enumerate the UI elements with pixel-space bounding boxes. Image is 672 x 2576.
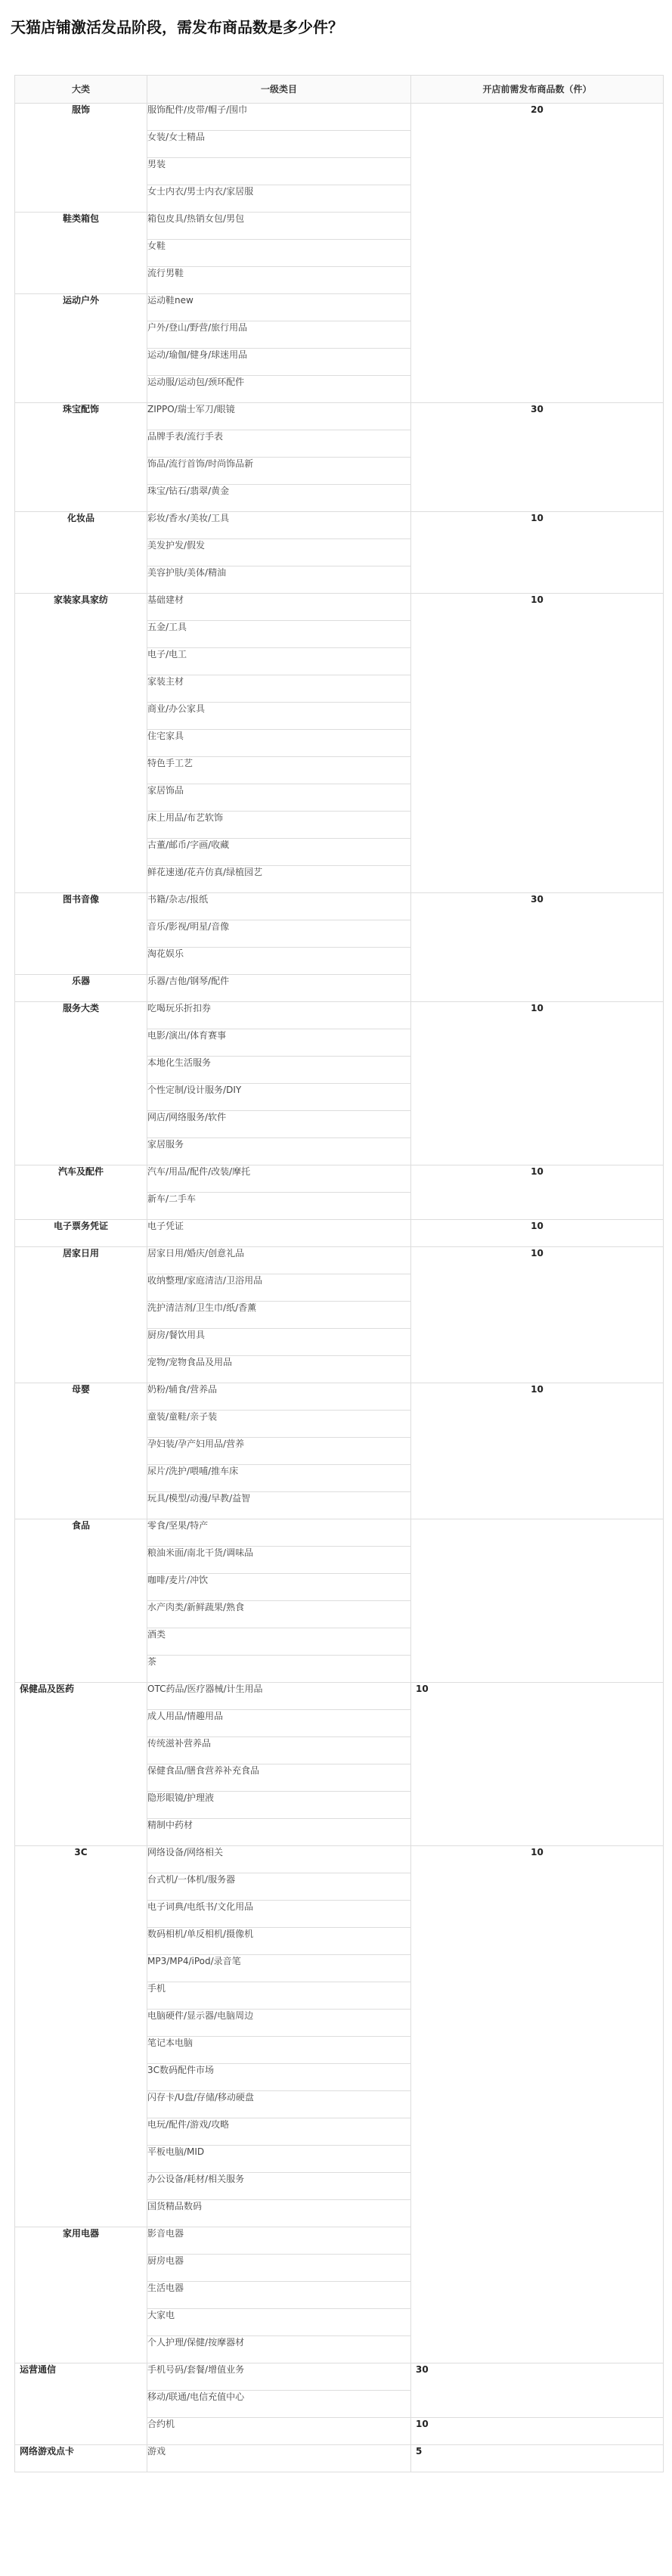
subcategory-cell: 办公设备/耗材/相关服务 — [147, 2173, 411, 2200]
table-row — [15, 1519, 664, 1547]
count-cell: 20 — [411, 104, 664, 403]
subcategory-cell: 本地化生活服务 — [147, 1057, 411, 1084]
subcategory-cell: 书籍/杂志/报纸 — [147, 893, 411, 920]
subcategory-cell: 玩具/模型/动漫/早教/益智 — [147, 1492, 411, 1519]
subcategory-cell: 3C数码配件市场 — [147, 2064, 411, 2091]
subcategory-cell: 网络设备/网络相关 — [147, 1846, 411, 1873]
table-row — [15, 1220, 664, 1247]
table-header-row — [15, 76, 664, 104]
table-row — [15, 1002, 664, 1029]
category-cell: 化妆品 — [15, 512, 147, 594]
subcategory-cell: 箱包皮具/热销女包/男包 — [147, 213, 411, 240]
subcategory-cell: 新车/二手车 — [147, 1193, 411, 1220]
subcategory-cell: 咖啡/麦片/冲饮 — [147, 1574, 411, 1601]
category-cell: 运动户外 — [15, 294, 147, 403]
subcategory-cell: 乐器/吉他/钢琴/配件 — [147, 975, 411, 1002]
subcategory-cell: 电子词典/电纸书/文化用品 — [147, 1901, 411, 1928]
subcategory-cell: 网店/网络服务/软件 — [147, 1111, 411, 1138]
subcategory-cell: 个人护理/保健/按摩器材 — [147, 2336, 411, 2363]
count-cell: 10 — [411, 1383, 664, 1519]
header-count: 开店前需发布商品数（件） — [411, 76, 664, 104]
subcategory-cell: 户外/登山/野营/旅行用品 — [147, 321, 411, 349]
subcategory-cell: 音乐/影视/明星/音像 — [147, 920, 411, 948]
category-cell: 服饰 — [15, 104, 147, 213]
subcategory-cell: 大家电 — [147, 2309, 411, 2336]
subcategory-cell: 吃喝玩乐折扣券 — [147, 1002, 411, 1029]
category-cell: 图书音像 — [15, 893, 147, 975]
subcategory-cell: 闪存卡/U盘/存储/移动硬盘 — [147, 2091, 411, 2118]
subcategory-cell: 洗护清洁剂/卫生巾/纸/香薰 — [147, 1302, 411, 1329]
subcategory-cell: 运动服/运动包/颈环配件 — [147, 376, 411, 403]
subcategory-cell: 女鞋 — [147, 240, 411, 267]
table-row — [15, 403, 664, 430]
subcategory-cell: 零食/坚果/特产 — [147, 1519, 411, 1547]
category-cell: 汽车及配件 — [15, 1165, 147, 1220]
subcategory-cell: 成人用品/情趣用品 — [147, 1710, 411, 1737]
category-cell: 家装家具家纺 — [15, 594, 147, 893]
subcategory-cell: 台式机/一体机/服务器 — [147, 1873, 411, 1901]
subcategory-cell: 手机号码/套餐/增值业务 — [147, 2363, 411, 2391]
subcategory-cell: 淘花娱乐 — [147, 948, 411, 975]
category-cell: 保健品及医药 — [15, 1683, 147, 1846]
page-title: 天猫店铺激活发品阶段，需发布商品数是多少件？ — [11, 18, 343, 36]
count-cell: 10 — [411, 1220, 664, 1247]
subcategory-cell: 传统滋补营养品 — [147, 1737, 411, 1764]
subcategory-cell: 床上用品/布艺软饰 — [147, 812, 411, 839]
count-cell: 10 — [411, 1247, 664, 1383]
table-row — [15, 893, 664, 920]
subcategory-cell: 电脑硬件/显示器/电脑周边 — [147, 2010, 411, 2037]
subcategory-cell: 笔记本电脑 — [147, 2037, 411, 2064]
subcategory-cell: 服饰配件/皮带/帽子/围巾 — [147, 104, 411, 131]
subcategory-cell: 家装主材 — [147, 675, 411, 703]
subcategory-cell: 珠宝/钻石/翡翠/黄金 — [147, 485, 411, 512]
count-cell: 10 — [411, 1002, 664, 1165]
subcategory-cell: 美发护发/假发 — [147, 539, 411, 566]
subcategory-cell: 精制中药材 — [147, 1819, 411, 1846]
header-category: 大类 — [15, 76, 147, 104]
subcategory-cell: 彩妆/香水/美妆/工具 — [147, 512, 411, 539]
subcategory-cell: 住宅家具 — [147, 730, 411, 757]
table-row — [15, 104, 664, 131]
category-cell: 食品 — [15, 1519, 147, 1683]
subcategory-cell: 合约机 — [147, 2418, 411, 2445]
subcategory-cell: 家居服务 — [147, 1138, 411, 1165]
subcategory-cell: 流行男鞋 — [147, 267, 411, 294]
category-cell: 珠宝配饰 — [15, 403, 147, 512]
subcategory-cell: 移动/联通/电信充值中心 — [147, 2391, 411, 2418]
subcategory-cell: 数码相机/单反相机/摄像机 — [147, 1928, 411, 1955]
count-cell-empty — [411, 1519, 664, 1683]
category-table — [14, 75, 664, 2472]
subcategory-cell: 奶粉/辅食/营养品 — [147, 1383, 411, 1411]
subcategory-cell: 电影/演出/体育赛事 — [147, 1029, 411, 1057]
category-cell: 电子票务凭证 — [15, 1220, 147, 1247]
subcategory-cell: ZIPPO/瑞士军刀/眼镜 — [147, 403, 411, 430]
subcategory-cell: 保健食品/膳食营养补充食品 — [147, 1764, 411, 1792]
subcategory-cell: OTC药品/医疗器械/计生用品 — [147, 1683, 411, 1710]
subcategory-cell: 居家日用/婚庆/创意礼品 — [147, 1247, 411, 1274]
subcategory-cell: 电子/电工 — [147, 648, 411, 675]
subcategory-cell: 男装 — [147, 158, 411, 185]
table-row — [15, 1846, 664, 1873]
subcategory-cell: 粮油米面/南北干货/调味品 — [147, 1547, 411, 1574]
table-row — [15, 512, 664, 539]
table-row — [15, 594, 664, 621]
subcategory-cell: 孕妇装/孕产妇用品/营养 — [147, 1438, 411, 1465]
subcategory-cell: 商业/办公家具 — [147, 703, 411, 730]
subcategory-cell: 游戏 — [147, 2445, 411, 2472]
subcategory-cell: 收纳整理/家庭清洁/卫浴用品 — [147, 1274, 411, 1302]
subcategory-cell: 影音电器 — [147, 2227, 411, 2255]
subcategory-cell: 隐形眼镜/护理液 — [147, 1792, 411, 1819]
count-cell: 10 — [411, 1683, 664, 1846]
subcategory-cell: 家居饰品 — [147, 784, 411, 812]
subcategory-cell: 个性定制/设计服务/DIY — [147, 1084, 411, 1111]
subcategory-cell: 古董/邮币/字画/收藏 — [147, 839, 411, 866]
subcategory-cell: 平板电脑/MID — [147, 2146, 411, 2173]
subcategory-cell: 厨房电器 — [147, 2255, 411, 2282]
category-cell: 母婴 — [15, 1383, 147, 1519]
table-row — [15, 2363, 664, 2391]
count-cell: 30 — [411, 893, 664, 1002]
subcategory-cell: 五金/工具 — [147, 621, 411, 648]
subcategory-cell: 饰品/流行首饰/时尚饰品新 — [147, 458, 411, 485]
subcategory-cell: 汽车/用品/配件/改装/摩托 — [147, 1165, 411, 1193]
subcategory-cell: 运动鞋new — [147, 294, 411, 321]
count-cell: 30 — [411, 403, 664, 512]
subcategory-cell: 生活电器 — [147, 2282, 411, 2309]
count-cell: 10 — [411, 1846, 664, 2363]
subcategory-cell: 茶 — [147, 1656, 411, 1683]
subcategory-cell: MP3/MP4/iPod/录音笔 — [147, 1955, 411, 1982]
table-row — [15, 1165, 664, 1193]
count-cell: 10 — [411, 512, 664, 594]
subcategory-cell: 水产肉类/新鲜蔬果/熟食 — [147, 1601, 411, 1628]
subcategory-cell: 美容护肤/美体/精油 — [147, 566, 411, 594]
table-row — [15, 1383, 664, 1411]
category-cell: 服务大类 — [15, 1002, 147, 1165]
subcategory-cell: 女士内衣/男士内衣/家居服 — [147, 185, 411, 213]
count-cell: 5 — [411, 2445, 664, 2472]
count-cell: 10 — [411, 2418, 664, 2445]
subcategory-cell: 品牌手表/流行手表 — [147, 430, 411, 458]
subcategory-cell: 宠物/宠物食品及用品 — [147, 1356, 411, 1383]
subcategory-cell: 童装/童鞋/亲子装 — [147, 1411, 411, 1438]
count-cell: 10 — [411, 594, 664, 893]
category-cell: 家用电器 — [15, 2227, 147, 2363]
subcategory-cell: 特色手工艺 — [147, 757, 411, 784]
subcategory-cell: 尿片/洗护/喂哺/推车床 — [147, 1465, 411, 1492]
category-cell: 居家日用 — [15, 1247, 147, 1383]
table-row — [15, 1247, 664, 1274]
table-row — [15, 2445, 664, 2472]
subcategory-cell: 运动/瑜伽/健身/球迷用品 — [147, 349, 411, 376]
table-row — [15, 1683, 664, 1710]
subcategory-cell: 酒类 — [147, 1628, 411, 1656]
category-cell: 乐器 — [15, 975, 147, 1002]
subcategory-cell: 鲜花速递/花卉仿真/绿植园艺 — [147, 866, 411, 893]
subcategory-cell: 手机 — [147, 1982, 411, 2010]
count-cell: 30 — [411, 2363, 664, 2418]
subcategory-cell: 女装/女士精品 — [147, 131, 411, 158]
subcategory-cell: 厨房/餐饮用具 — [147, 1329, 411, 1356]
subcategory-cell: 基础建材 — [147, 594, 411, 621]
subcategory-cell: 电玩/配件/游戏/攻略 — [147, 2118, 411, 2146]
count-cell: 10 — [411, 1165, 664, 1220]
category-cell: 鞋类箱包 — [15, 213, 147, 294]
subcategory-cell: 国货精品数码 — [147, 2200, 411, 2227]
subcategory-cell: 电子凭证 — [147, 1220, 411, 1247]
category-cell: 网络游戏点卡 — [15, 2445, 147, 2472]
category-cell: 3C — [15, 1846, 147, 2227]
category-cell: 运营通信 — [15, 2363, 147, 2445]
header-subcategory: 一级类目 — [147, 76, 411, 104]
